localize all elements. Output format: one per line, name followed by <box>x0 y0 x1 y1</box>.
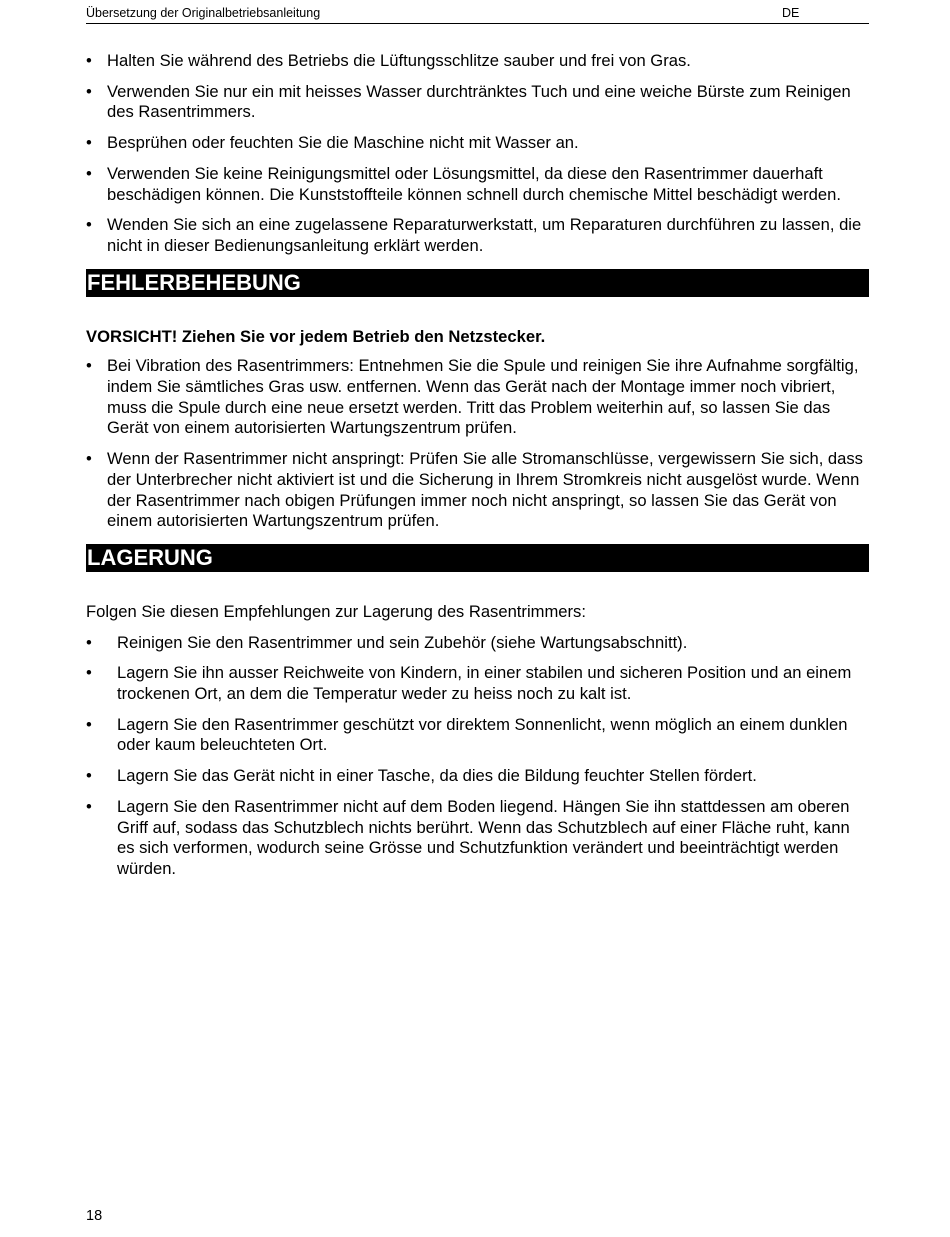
list-item-text: Reinigen Sie den Rasentrimmer und sein Zubehör (siehe Wartungsabschnitt). <box>117 632 688 652</box>
list-item <box>86 133 869 154</box>
page-number: 18 <box>86 1208 103 1224</box>
bullet-icon: • <box>86 632 92 652</box>
bullet-icon: • <box>86 81 92 101</box>
list-item <box>86 449 869 532</box>
list-item <box>86 164 869 205</box>
troubleshooting-list <box>86 356 869 532</box>
list-item-text: Wenden Sie sich an eine zugelassene Reparaturwerkstatt, um Reparaturen durchführen zu lassen, die nicht in dieser Bedienungsanleitung erklärt werden. <box>107 215 862 255</box>
bullet-icon: • <box>86 215 92 235</box>
page-content <box>86 51 869 890</box>
bullet-icon: • <box>86 133 92 153</box>
list-item-text: Wenn der Rasentrimmer nicht anspringt: Prüfen Sie alle Stromanschlüsse, vergewissern Sie sich, dass der Unterbrecher nicht aktiviert ist und die Sicherung in Ihrem Stromkreis nicht ausgelöst wurde. Wenn der Rasentrimmer nach obigen Prüfungen immer noch nicht anspringt, so lassen Sie das Gerät von einem autorisierten Wartungszentrum prüfen. <box>107 449 863 531</box>
warning-text: VORSICHT! Ziehen Sie vor jedem Betrieb den Netzstecker. <box>86 326 546 346</box>
bullet-icon: • <box>86 163 92 183</box>
document-title: Übersetzung der Originalbetriebsanleitung <box>86 6 321 20</box>
section-heading-troubleshooting: FEHLERBEHEBUNG <box>86 269 869 297</box>
bullet-icon: • <box>86 449 92 469</box>
list-item-text: Verwenden Sie nur ein mit heisses Wasser durchtränktes Tuch und eine weiche Bürste zum Reinigen des Rasentrimmers. <box>107 81 851 122</box>
bullet-icon: • <box>86 714 92 734</box>
storage-intro: Folgen Sie diesen Empfehlungen zur Lagerung des Rasentrimmers: <box>86 601 586 621</box>
page-header <box>86 5 869 24</box>
list-item <box>86 51 869 72</box>
list-item <box>86 766 869 787</box>
bullet-icon: • <box>86 766 92 786</box>
list-item <box>86 633 869 654</box>
list-item-text: Lagern Sie den Rasentrimmer nicht auf dem Boden liegend. Hängen Sie ihn stattdessen am oberen Griff auf, sodass das Schutzblech nichts berührt. Wenn das Schutzblech auf einer Fläche ruht, kann es sich verformen, wodurch seine Grösse und Schutzfunktion verändert und beeinträchtigt werden würden. <box>117 796 850 878</box>
section-heading-storage: LAGERUNG <box>86 544 869 572</box>
storage-list <box>86 633 869 880</box>
list-item <box>86 82 869 123</box>
bullet-icon: • <box>86 356 92 376</box>
bullet-icon: • <box>86 663 92 683</box>
list-item-text: Bei Vibration des Rasentrimmers: Entnehmen Sie die Spule und reinigen Sie ihre Aufnahme sorgfältig, indem Sie sämtliches Gras usw. entfernen. Wenn das Gerät nach der Montage immer noch vibriert, muss die Spule durch eine neue ersetzt werden. Tritt das Problem weiterhin auf, so lassen Sie das Gerät von einem autorisierten Wartungszentrum prüfen. <box>107 356 859 438</box>
list-item <box>86 215 869 256</box>
language-code: DE <box>782 6 800 20</box>
list-item <box>86 356 869 439</box>
maintenance-list <box>86 51 869 257</box>
list-item <box>86 663 869 704</box>
list-item-text: Halten Sie während des Betriebs die Lüftungsschlitze sauber und frei von Gras. <box>107 51 691 70</box>
list-item-text: Lagern Sie das Gerät nicht in einer Tasche, da dies die Bildung feuchter Stellen fördert. <box>117 766 757 786</box>
bullet-icon: • <box>86 51 92 70</box>
list-item <box>86 797 869 880</box>
bullet-icon: • <box>86 796 92 816</box>
list-item <box>86 715 869 756</box>
list-item-text: Lagern Sie ihn ausser Reichweite von Kindern, in einer stabilen und sicheren Position und an einem trockenen Ort, an dem die Temperatur weder zu heiss noch zu kalt ist. <box>117 663 852 704</box>
list-item-text: Lagern Sie den Rasentrimmer geschützt vor direktem Sonnenlicht, wenn möglich an einem dunklen oder kaum beleuchteten Ort. <box>117 714 848 755</box>
list-item-text: Verwenden Sie keine Reinigungsmittel oder Lösungsmittel, da diese den Rasentrimmer dauerhaft beschädigen können. Die Kunststoffteile können schnell durch chemische Mittel beschädigt werden. <box>107 163 841 204</box>
list-item-text: Besprühen oder feuchten Sie die Maschine nicht mit Wasser an. <box>107 133 579 153</box>
